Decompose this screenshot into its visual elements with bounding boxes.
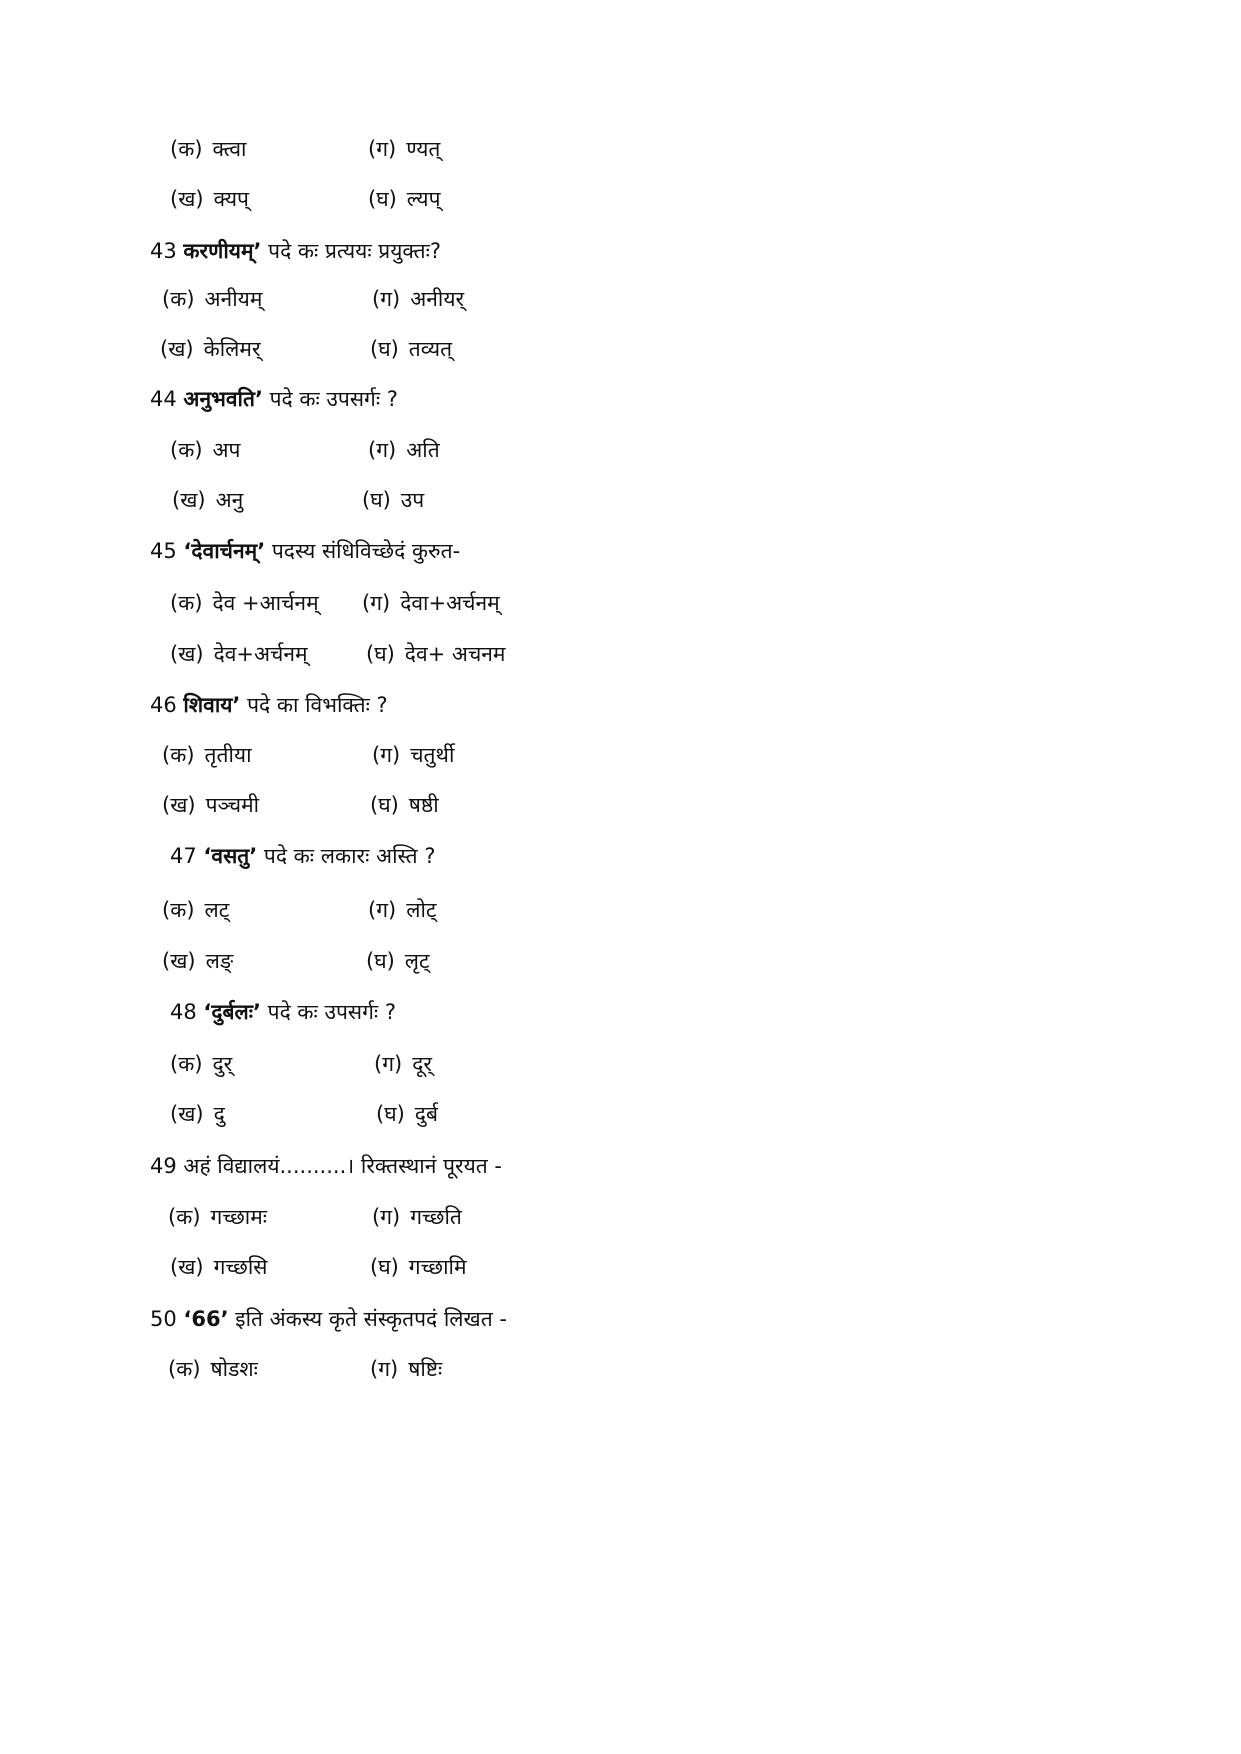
option-label: (क) <box>162 287 195 311</box>
option-text: षष्टिः <box>408 1357 443 1381</box>
question-text: पदस्य संधिविच्छेदं कुरुत- <box>265 539 461 563</box>
option <box>170 437 241 463</box>
question-50 <box>150 1306 507 1332</box>
option-text: केलिमर् <box>203 337 261 361</box>
option <box>162 792 259 818</box>
option <box>362 590 500 616</box>
option <box>170 186 249 212</box>
option <box>170 590 319 616</box>
question-number: 43 <box>150 239 177 263</box>
option-label: (क) <box>168 1205 201 1229</box>
option-text: अप <box>212 438 241 462</box>
option-text: गच्छामः <box>210 1205 268 1229</box>
question-text: पदे कः प्रत्ययः प्रयुक्तः? <box>261 239 442 263</box>
option <box>370 792 439 818</box>
option <box>162 742 252 768</box>
option-text: अति <box>406 438 440 462</box>
option-label: (क) <box>170 1052 203 1076</box>
option-label: (ग) <box>368 438 397 462</box>
option-text: दूर् <box>412 1052 432 1076</box>
option-text: ण्यत् <box>406 137 441 161</box>
option <box>170 136 246 162</box>
option-label: (ख) <box>172 488 206 512</box>
question-text: पदे कः उपसर्गः ? <box>262 387 398 411</box>
option-text: गच्छति <box>410 1205 462 1229</box>
option-text: लृट् <box>404 949 430 973</box>
option-label: (क) <box>162 743 195 767</box>
question-term: ‘66’ <box>183 1307 229 1331</box>
option-label: (ख) <box>170 187 204 211</box>
question-47 <box>170 843 435 869</box>
option <box>162 286 262 312</box>
option-label: (क) <box>168 1357 201 1381</box>
question-term: ‘दुर्बलः’ <box>203 1000 261 1024</box>
question-text: इति अंकस्य कृते संस्कृतपदं लिखत - <box>228 1307 507 1331</box>
option-label: (ग) <box>372 287 401 311</box>
option-label: (घ) <box>366 642 395 666</box>
option <box>372 742 454 768</box>
question-43 <box>150 238 441 264</box>
option-label: (घ) <box>370 1255 399 1279</box>
option <box>162 897 229 923</box>
option <box>374 1051 432 1077</box>
option-text: दुर्ब <box>414 1102 438 1126</box>
option <box>370 336 452 362</box>
option-text: क्त्वा <box>212 137 247 161</box>
option-text: अनु <box>215 488 244 512</box>
question-number: 49 <box>150 1154 177 1178</box>
option <box>162 948 233 974</box>
option-text: लङ् <box>205 949 234 973</box>
option-text: गच्छसि <box>213 1255 268 1279</box>
option <box>368 186 441 212</box>
option <box>168 1204 267 1230</box>
option-label: (ख) <box>170 1255 204 1279</box>
option <box>376 1101 438 1127</box>
question-48 <box>170 999 396 1025</box>
option-label: (घ) <box>376 1102 405 1126</box>
question-term: शिवाय’ <box>183 693 241 717</box>
option-label: (ख) <box>162 793 196 817</box>
option-label: (ख) <box>160 337 194 361</box>
question-number: 44 <box>150 387 177 411</box>
question-text: पदे का विभक्तिः ? <box>240 693 388 717</box>
option-label: (ख) <box>170 642 204 666</box>
option <box>366 948 430 974</box>
question-term: ‘देवार्चनम्’ <box>183 539 266 563</box>
option-text: षष्ठी <box>408 793 439 817</box>
option-text: अनीयम् <box>204 287 263 311</box>
option <box>168 1356 258 1382</box>
option-label: (ग) <box>372 1205 401 1229</box>
option <box>172 487 243 513</box>
option-text: दुर् <box>212 1052 233 1076</box>
option-label: (ग) <box>362 591 391 615</box>
option-text: पञ्चमी <box>205 793 260 817</box>
option-label: (घ) <box>362 488 391 512</box>
question-text: अहं विद्यालयं..........। रिक्तस्थानं पूरयत - <box>183 1154 502 1178</box>
question-term: अनुभवति’ <box>183 387 263 411</box>
option-text: अनीयर् <box>410 287 465 311</box>
option-label: (क) <box>162 898 195 922</box>
option-label: (घ) <box>368 187 397 211</box>
option <box>170 641 308 667</box>
option <box>170 1101 225 1127</box>
option <box>368 437 440 463</box>
option-label: (ग) <box>368 137 397 161</box>
option-text: क्यप् <box>213 187 249 211</box>
option-label: (ख) <box>162 949 196 973</box>
option <box>368 136 440 162</box>
option-text: षोडशः <box>210 1357 258 1381</box>
option-text: तृतीया <box>204 743 252 767</box>
question-49 <box>150 1153 502 1179</box>
option-text: लोट् <box>406 898 437 922</box>
question-45 <box>150 538 460 564</box>
option-label: (क) <box>170 438 203 462</box>
option <box>170 1051 232 1077</box>
question-number: 45 <box>150 539 177 563</box>
question-term: ‘वसतु’ <box>203 844 258 868</box>
option <box>160 336 261 362</box>
option-label: (घ) <box>370 337 399 361</box>
option-text: तव्यत् <box>408 337 453 361</box>
option-text: देव +आर्चनम् <box>212 591 319 615</box>
option-label: (ग) <box>368 898 397 922</box>
question-number: 46 <box>150 693 177 717</box>
option-label: (क) <box>170 137 203 161</box>
option-text: लट् <box>204 898 230 922</box>
option <box>370 1356 442 1382</box>
option <box>362 487 424 513</box>
question-number: 50 <box>150 1307 177 1331</box>
question-number: 48 <box>170 1000 197 1024</box>
option-text: देवा+अर्चनम् <box>400 591 500 615</box>
option-label: (घ) <box>366 949 395 973</box>
option <box>366 641 506 667</box>
question-44 <box>150 386 398 412</box>
option <box>372 286 464 312</box>
option-text: गच्छामि <box>408 1255 467 1279</box>
question-text: पदे कः उपसर्गः ? <box>261 1000 396 1024</box>
option-text: ल्यप् <box>406 187 441 211</box>
option-text: चतुर्थी <box>410 743 455 767</box>
option <box>372 1204 462 1230</box>
question-term: करणीयम्’ <box>183 239 262 263</box>
option-label: (ग) <box>374 1052 403 1076</box>
option-label: (ग) <box>372 743 401 767</box>
option-label: (ग) <box>370 1357 399 1381</box>
option-label: (क) <box>170 591 203 615</box>
option-text: देव+ अचनम <box>404 642 506 666</box>
option-text: देव+अर्चनम् <box>213 642 308 666</box>
option-text: उप <box>400 488 425 512</box>
option <box>370 1254 467 1280</box>
option <box>170 1254 268 1280</box>
option <box>368 897 436 923</box>
question-number: 47 <box>170 844 197 868</box>
option-label: (ख) <box>170 1102 204 1126</box>
option-text: दु <box>213 1102 225 1126</box>
question-46 <box>150 692 388 718</box>
option-label: (घ) <box>370 793 399 817</box>
question-text: पदे कः लकारः अस्ति ? <box>257 844 436 868</box>
